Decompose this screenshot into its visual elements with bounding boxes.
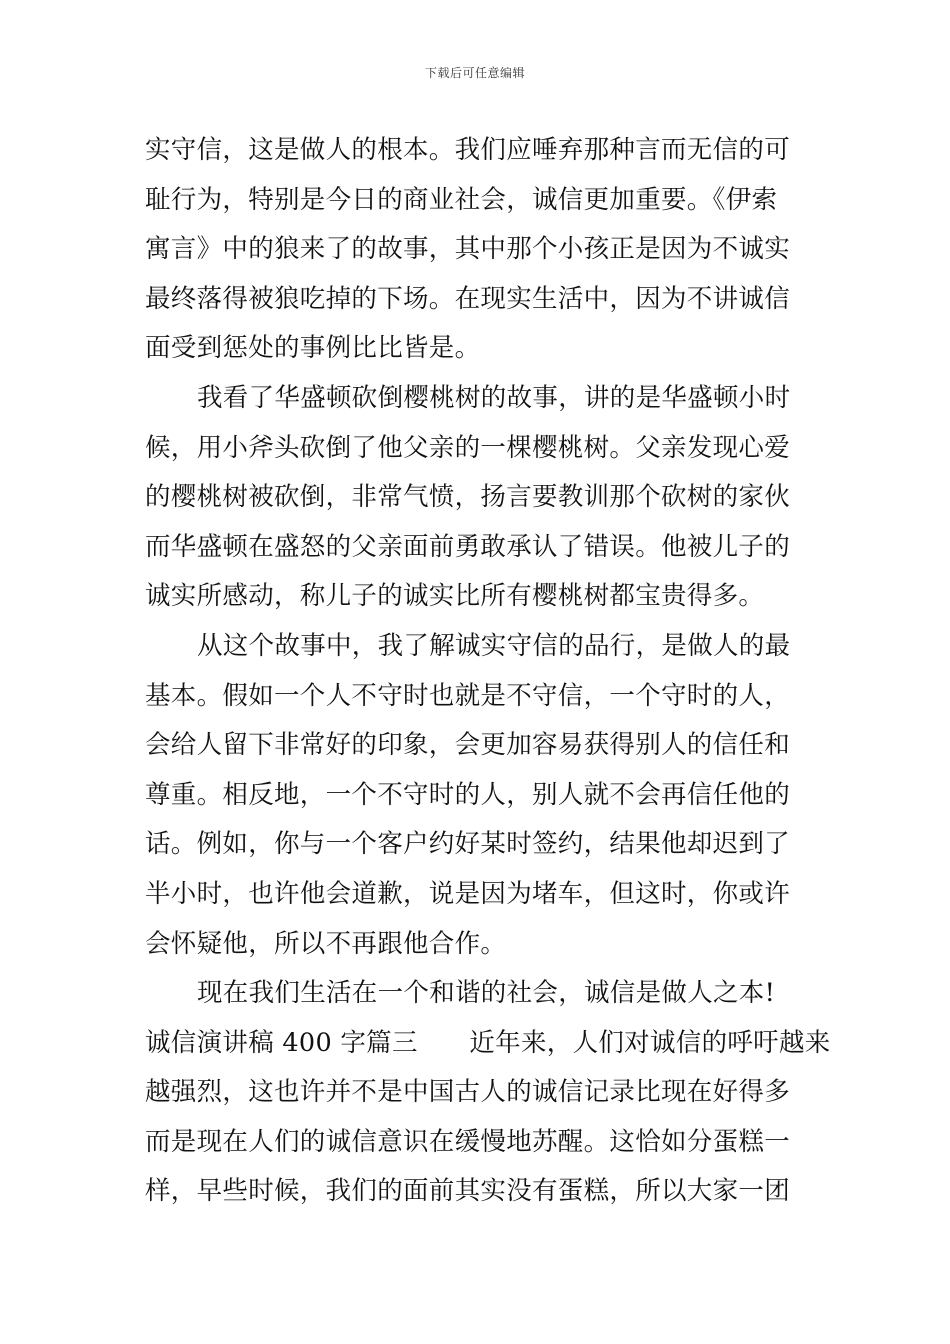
text-line: 寓言》中的狼来了的故事，其中那个小孩正是因为不诚实 <box>145 234 791 265</box>
text-line: 诚实所感动，称儿子的诚实比所有樱桃树都宝贵得多。 <box>145 581 765 612</box>
text-line: 而是现在人们的诚信意识在缓慢地苏醒。这恰如分蛋糕一 <box>145 1126 791 1157</box>
body-text <box>145 126 831 1217</box>
text-line: 会怀疑他，所以不再跟他合作。 <box>145 928 507 959</box>
text-line: 样，早些时候，我们的面前其实没有蛋糕，所以大家一团 <box>145 1176 791 1207</box>
text-line: 而华盛顿在盛怒的父亲面前勇敢承认了错误。他被儿子的 <box>145 531 791 562</box>
text-line: 耻行为，特别是今日的商业社会，诚信更加重要。《伊索 <box>145 184 778 215</box>
paragraph-first-line: 从这个故事中，我了解诚实守信的品行，是做人的最 <box>197 630 791 661</box>
text-line: 半小时，也许他会道歉，说是因为堵车，但这时，你或许 <box>145 878 791 909</box>
text-line: 话。例如，你与一个客户约好某时签约，结果他却迟到了 <box>145 829 791 860</box>
text-line: 基本。假如一个人不守时也就是不守信，一个守时的人， <box>145 680 791 711</box>
text-line: 实守信，这是做人的根本。我们应唾弃那种言而无信的可 <box>145 135 791 165</box>
page-header: 下载后可任意编辑 <box>424 66 525 80</box>
paragraph-first-line: 我看了华盛顿砍倒樱桃树的故事，讲的是华盛顿小时 <box>197 382 791 413</box>
text-line: 面受到惩处的事例比比皆是。 <box>145 333 481 364</box>
text-line: 候，用小斧头砍倒了他父亲的一棵樱桃树。父亲发现心爱 <box>145 432 791 463</box>
paragraph-first-line: 现在我们生活在一个和谐的社会，诚信是做人之本! <box>197 978 776 1009</box>
text-line: 会给人留下非常好的印象，会更加容易获得别人的信任和 <box>145 730 791 761</box>
text-line: 最终落得被狼吃掉的下场。在现实生活中，因为不讲诚信 <box>145 283 791 314</box>
text-line: 的樱桃树被砍倒，非常气愤，扬言要教训那个砍树的家伙 <box>145 482 791 513</box>
text-line: 越强烈，这也许并不是中国古人的诚信记录比现在好得多 <box>145 1077 791 1108</box>
text-line: 尊重。相反地，一个不守时的人，别人就不会再信任他的 <box>145 779 791 810</box>
section-heading-line: 诚信演讲稿 400 字篇三 近年来，人们对诚信的呼吁越来 <box>145 1027 831 1058</box>
